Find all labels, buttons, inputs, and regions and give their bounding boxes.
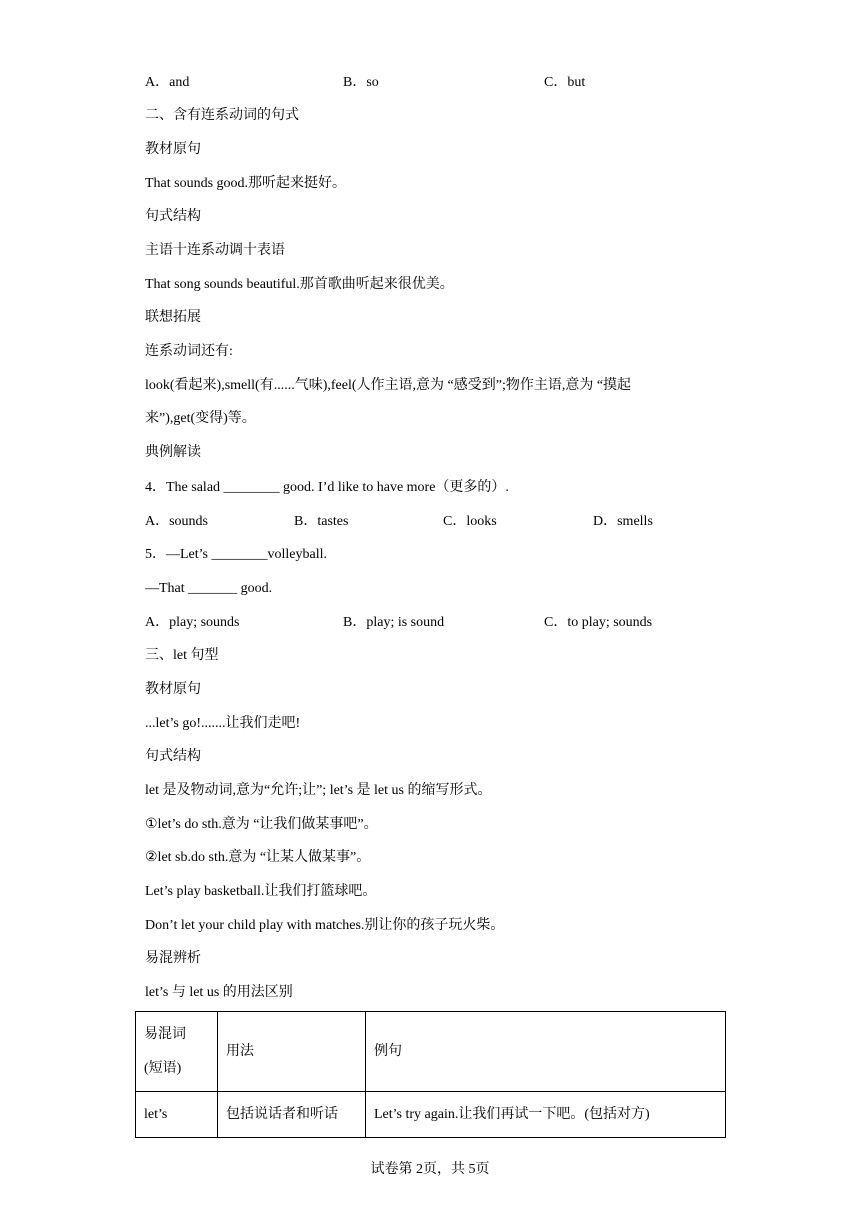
extend-line1: look(看起来),smell(有......气味),feel(人作主语,意为 “感受到”;物作主语,意为 “摸起	[145, 378, 632, 393]
extend-line2: 来”),get(变得)等。	[145, 411, 256, 426]
page-footer: 试卷第 2页，共 5页	[370, 1162, 490, 1177]
example-1: Let’s play basketball.让我们打篮球吧。	[145, 884, 377, 899]
header-word-line2: (短语)	[144, 1060, 182, 1076]
label-original: 教材原句	[145, 142, 201, 157]
compare-title: let’s 与 let us 的用法区别	[145, 985, 293, 1000]
label-structure: 句式结构	[145, 209, 201, 224]
q5-option-a: A．play; sounds	[145, 615, 240, 630]
q5-option-b: B．play; is sound	[343, 615, 445, 630]
structure-explanation: let 是及物动词,意为“允许;让”; let’s 是 let us 的缩写形式。	[145, 783, 492, 798]
cell-usage: 包括说话者和听话	[218, 1092, 366, 1138]
question-5-stem: 5．—Let’s ________volleyball.	[145, 547, 327, 562]
q4-option-d: D．smells	[593, 514, 653, 529]
section3-heading: 三、let 句型	[145, 648, 219, 663]
label-typical: 典例解读	[145, 445, 201, 460]
option-b: B．so	[343, 75, 379, 90]
original-sentence: That sounds good.那听起来挺好。	[145, 176, 347, 191]
cell-example: Let’s try again.让我们再试一下吧。(包括对方)	[366, 1092, 726, 1138]
section2-heading: 二、含有连系动词的句式	[145, 108, 299, 123]
question-4-stem: 4．The salad ________ good. I’d like to have more（更多的）.	[145, 480, 509, 495]
label-confuse: 易混辨析	[145, 951, 201, 966]
header-word-line1: 易混词	[144, 1026, 186, 1042]
header-usage: 用法	[218, 1012, 366, 1092]
question-5-line2: —That _______ good.	[145, 581, 273, 596]
extend-intro: 连系动词还有:	[145, 344, 233, 359]
header-example: 例句	[366, 1012, 726, 1092]
example-sentence: That song sounds beautiful.那首歌曲听起来很优美。	[145, 277, 454, 292]
header-word	[136, 1012, 218, 1092]
label-structure-3: 句式结构	[145, 749, 201, 764]
option-a: A．and	[145, 75, 190, 90]
comparison-table	[135, 1011, 726, 1138]
point-2: ②let sb.do sth.意为 “让某人做某事”。	[145, 850, 371, 865]
q4-option-a: A．sounds	[145, 514, 209, 529]
example-2: Don’t let your child play with matches.别让你的孩子玩火柴。	[145, 918, 505, 933]
table-row	[136, 1092, 726, 1138]
option-c: C．but	[544, 75, 586, 90]
q4-option-c: C．looks	[443, 514, 497, 529]
structure-formula: 主语十连系动调十表语	[145, 243, 285, 258]
label-extend: 联想拓展	[145, 310, 201, 325]
q4-option-b: B．tastes	[294, 514, 349, 529]
original-sentence-3: ...let’s go!.......让我们走吧!	[145, 716, 301, 731]
q5-option-c: C．to play; sounds	[544, 615, 653, 630]
cell-word: let’s	[136, 1092, 218, 1138]
label-original-3: 教材原句	[145, 682, 201, 697]
point-1: ①let’s do sth.意为 “让我们做某事吧”。	[145, 817, 378, 832]
table-header-row	[136, 1012, 726, 1092]
